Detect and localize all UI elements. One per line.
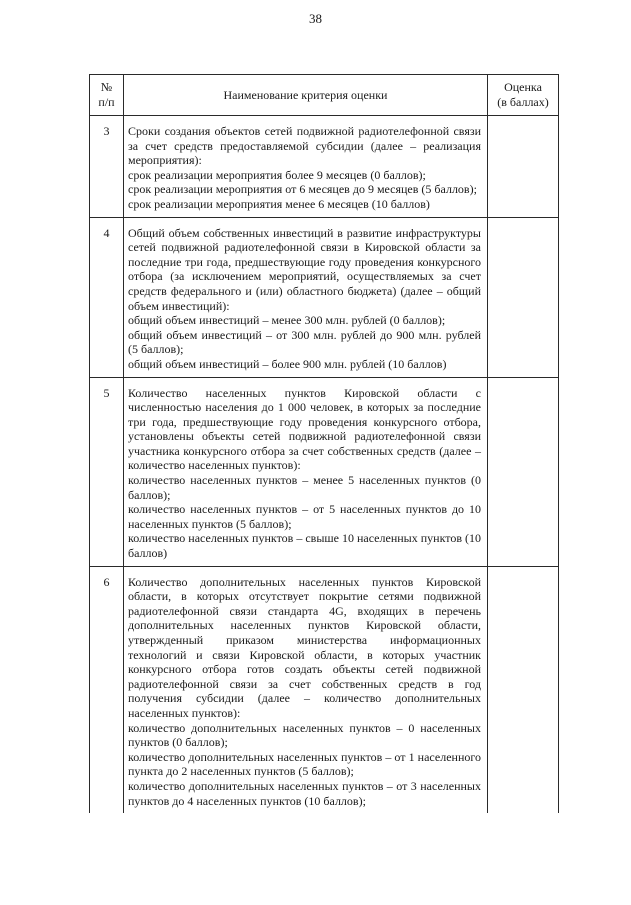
criterion-paragraph: срок реализации мероприятия более 9 месяцев (0 баллов); [128, 167, 426, 182]
row-number: 4 [90, 217, 124, 377]
header-num [90, 75, 124, 116]
criterion-paragraph: количество дополнительных населенных пунктов – 0 населенных пунктов (0 баллов); [128, 720, 481, 750]
table-row [90, 377, 559, 566]
header-score-line2: (в баллах) [497, 95, 549, 109]
score-cell[interactable] [488, 116, 559, 218]
criterion-paragraph: Количество дополнительных населенных пунктов Кировской области, в которых отсутствует покрытие сетями подвижной радиотелефонной связи стандарта 4G, входящих в перечень дополнительных населенных пунктов Кировской области, утвержденный приказом министерства информационных технологий и связи Кировской области, в которых участник конкурсного отбора готов создать объекты сетей подвижной радиотелефонной связи за счет собственных средств в год получения субсидии (далее – количество дополнительных населенных пунктов): [128, 574, 481, 720]
header-score-line1: Оценка [504, 80, 542, 95]
criterion-paragraph: количество населенных пунктов – менее 5 населенных пунктов (0 баллов); [128, 473, 481, 502]
table-row [90, 116, 559, 218]
criterion-paragraph: срок реализации мероприятия менее 6 месяцев (10 баллов) [128, 196, 430, 211]
criterion-paragraph: общий объем инвестиций – от 300 млн. рублей до 900 млн. рублей (5 баллов); [128, 327, 481, 357]
table-row [90, 217, 559, 377]
criteria-table [89, 74, 559, 813]
row-number: 5 [90, 377, 124, 566]
score-cell[interactable] [488, 217, 559, 377]
criterion-paragraph: количество населенных пунктов – свыше 10 населенных пунктов (10 баллов) [128, 531, 481, 561]
criterion-text [124, 116, 488, 218]
header-name: Наименование критерия оценки [124, 75, 488, 116]
score-cell[interactable] [488, 566, 559, 813]
criterion-paragraph: количество населенных пунктов – от 5 населенных пунктов до 10 населенных пунктов (5 баллов); [128, 502, 481, 531]
criterion-paragraph: Количество населенных пунктов Кировской области с численностью населения до 1 000 человек, в которых за последние три года, предшествующие году проведения конкурсного отбора, установлены объекты сетей подвижной радиотелефонной связи участника конкурсного отбора за счет собственных средств (далее – количество населенных пунктов): [128, 385, 481, 473]
header-num-line1: № [100, 80, 113, 95]
criterion-paragraph: общий объем инвестиций – менее 300 млн. рублей (0 баллов); [128, 313, 446, 328]
header-score [488, 75, 559, 116]
criterion-text [124, 377, 488, 566]
header-num-line2: п/п [98, 95, 115, 109]
table-header-row [90, 75, 559, 116]
criterion-paragraph: количество дополнительных населенных пунктов – от 3 населенных пунктов до 4 населенных пунктов (10 баллов); [128, 778, 481, 808]
page-number: 38 [309, 11, 322, 26]
score-cell[interactable] [488, 377, 559, 566]
criterion-paragraph: общий объем инвестиций – более 900 млн. рублей (10 баллов) [128, 356, 447, 371]
table-row [90, 566, 559, 813]
criterion-text [124, 566, 488, 813]
criterion-paragraph: количество дополнительных населенных пунктов – от 1 населенного пункта до 2 населенных пунктов (5 баллов); [128, 749, 481, 779]
row-number: 3 [90, 116, 124, 218]
row-number: 6 [90, 566, 124, 813]
criterion-paragraph: срок реализации мероприятия от 6 месяцев до 9 месяцев (5 баллов); [128, 182, 477, 197]
criterion-paragraph: Сроки создания объектов сетей подвижной радиотелефонной связи за счет средств предоставляемой субсидии (далее – реализация мероприятия): [128, 124, 481, 168]
criterion-text [124, 217, 488, 377]
criterion-paragraph: Общий объем собственных инвестиций в развитие инфраструктуры сетей подвижной радиотелефонной связи в Кировской области за последние три года, предшествующие году проведения конкурсного отбора (за исключением мероприятий, осуществляемых за счет средств федерального и (или) областного бюджета) (далее – общий объем инвестиций): [128, 225, 481, 313]
